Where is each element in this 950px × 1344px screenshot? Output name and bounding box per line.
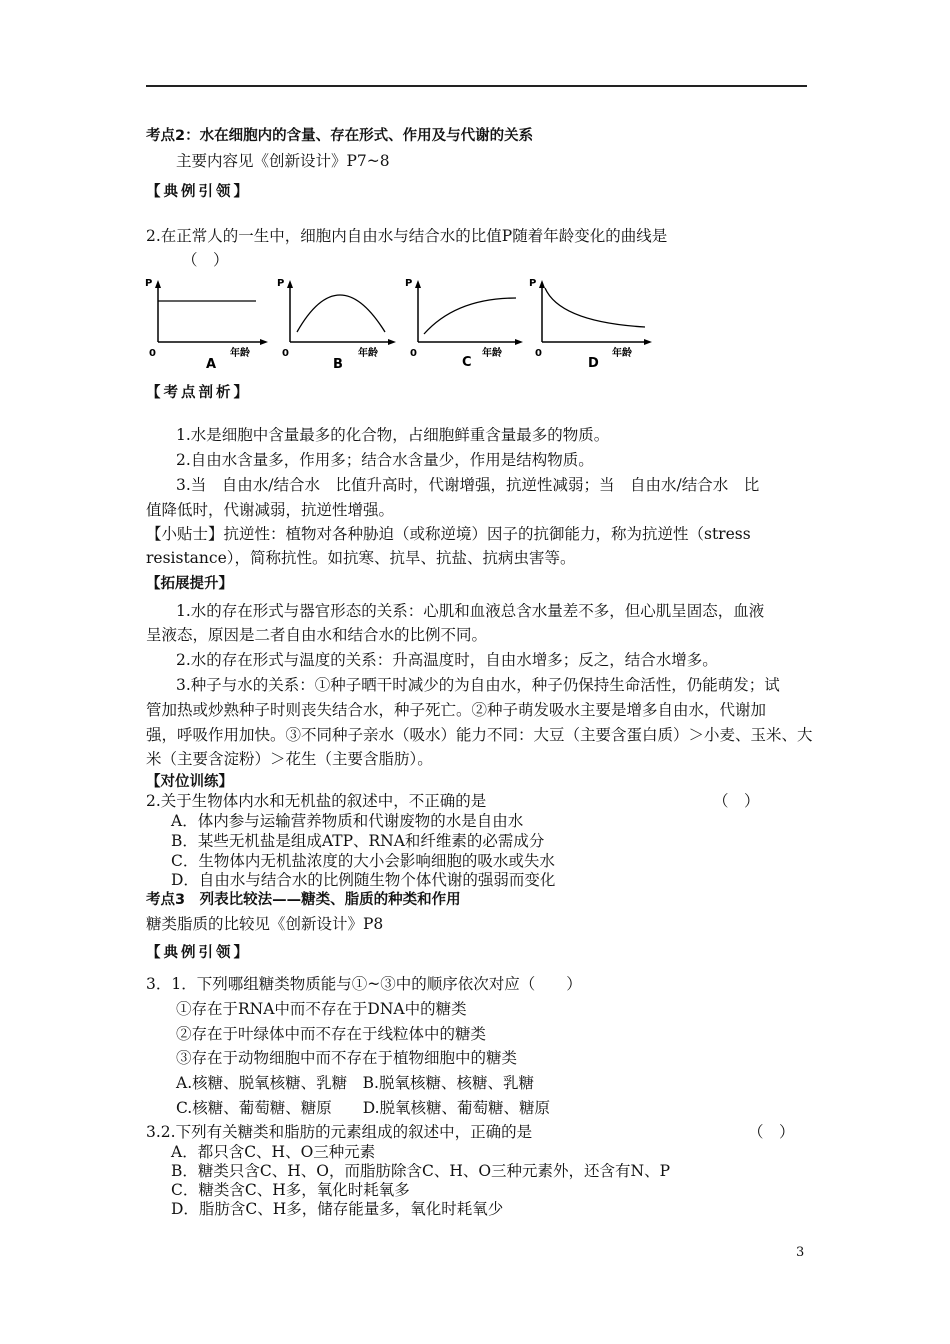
extend-point-3: 3.种子与水的关系：①种子晒干时减少的为自由水，种子仍保持生命活性，仍能萌发；试 xyxy=(176,676,780,694)
question-3-1-item-2: ②存在于叶绿体中而不存在于线粒体中的糖类 xyxy=(176,1025,487,1043)
extend-point-2: 2.水的存在形式与温度的关系：升高温度时，自由水增多；反之，结合水增多。 xyxy=(176,651,718,669)
header-rule xyxy=(146,85,807,87)
practice-option-a: A．体内参与运输营养物质和代谢废物的水是自由水 xyxy=(171,812,524,830)
graph-d xyxy=(529,278,652,371)
extend-point-1-cont: 呈液态，原因是二者自由水和结合水的比例不同。 xyxy=(146,626,488,644)
graph-c-option: C xyxy=(462,355,472,370)
page-number: 3 xyxy=(796,1245,805,1260)
heading-extend: 【拓展提升】 xyxy=(146,576,233,592)
graph-d-x-label: 年龄 xyxy=(612,348,632,359)
graph-a-option: A xyxy=(206,357,217,372)
graph-d-curve xyxy=(545,288,645,327)
graph-b-option: B xyxy=(333,357,343,372)
tip-text: 【小贴士】抗逆性：植物对各种胁迫（或称逆境）因子的抗御能力，称为抗逆性（stress xyxy=(146,525,751,543)
analysis-point-1: 1.水是细胞中含量最多的化合物，占细胞鲜重含量最多的物质。 xyxy=(176,426,610,444)
extend-point-3-cont-3: 米（主要含淀粉）＞花生（主要含脂肪）。 xyxy=(146,750,433,768)
practice-option-d: D．自由水与结合水的比例随生物个体代谢的强弱而变化 xyxy=(171,871,556,889)
practice-answer-paren: （ ） xyxy=(713,792,760,810)
section-title-kp3: 考点3 列表比较法——糖类、脂质的种类和作用 xyxy=(146,892,461,908)
graph-a-y-label: P xyxy=(145,278,153,289)
question-2-stem: 2.在正常人的一生中，细胞内自由水与结合水的比值P随着年龄变化的曲线是 xyxy=(146,227,668,245)
graph-c-y-label: P xyxy=(405,278,413,289)
question-3-2-option-d: D．脂肪含C、H多，储存能量多，氧化时耗氧少 xyxy=(171,1200,504,1218)
option-graphs xyxy=(140,270,660,375)
graph-d-y-label: P xyxy=(529,278,537,289)
graph-c xyxy=(405,278,523,370)
question-3-1-item-1: ①存在于RNA中而不存在于DNA中的糖类 xyxy=(176,1000,467,1018)
practice-option-b: B．某些无机盐是组成ATP、RNA和纤维素的必需成分 xyxy=(171,832,545,850)
kp2-reference: 主要内容见《创新设计》P7~8 xyxy=(176,152,390,170)
graph-b-origin: 0 xyxy=(282,348,289,359)
graph-a xyxy=(145,278,268,372)
heading-analysis: 【考点剖析】 xyxy=(146,385,251,401)
graph-d-origin: 0 xyxy=(535,348,542,359)
heading-typical-1: 【典例引领】 xyxy=(146,184,251,200)
graph-b-y-label: P xyxy=(277,278,285,289)
extend-point-3-cont-1: 管加热或炒熟种子时则丧失结合水，种子死亡。②种子萌发吸水主要是增多自由水，代谢加 xyxy=(146,701,767,719)
question-2-answer-paren: （ ） xyxy=(182,251,229,269)
kp3-reference: 糖类脂质的比较见《创新设计》P8 xyxy=(146,915,384,933)
question-3-1-options-row-2: C.核糖、葡萄糖、糖原 D.脱氧核糖、葡萄糖、糖原 xyxy=(176,1099,551,1117)
extend-point-1: 1.水的存在形式与器官形态的关系：心肌和血液总含水量差不多，但心肌呈固态，血液 xyxy=(176,602,765,620)
heading-typical-2: 【典例引领】 xyxy=(146,945,251,961)
analysis-point-3: 3.当 自由水/结合水 比值升高时，代谢增强，抗逆性减弱；当 自由水/结合水 比 xyxy=(176,476,760,494)
graph-b-x-label: 年龄 xyxy=(358,348,378,359)
question-3-1-item-3: ③存在于动物细胞中而不存在于植物细胞中的糖类 xyxy=(176,1049,518,1067)
graph-c-origin: 0 xyxy=(410,348,417,359)
graph-c-curve xyxy=(424,298,516,334)
question-3-2-stem: 3.2.下列有关糖类和脂肪的元素组成的叙述中，正确的是 xyxy=(146,1123,533,1141)
question-3-1-stem: 3．1．下列哪组糖类物质能与①~③中的顺序依次对应（ ） xyxy=(146,975,582,993)
question-3-2-answer-paren: （ ） xyxy=(748,1123,795,1141)
graph-c-x-label: 年龄 xyxy=(482,348,502,359)
practice-option-c: C．生物体内无机盐浓度的大小会影响细胞的吸水或失水 xyxy=(171,852,555,870)
question-3-2-option-b: B．糖类只含C、H、O，而脂肪除含C、H、O三种元素外，还含有N、P xyxy=(171,1162,671,1180)
section-title-kp2: 考点2：水在细胞内的含量、存在形式、作用及与代谢的关系 xyxy=(146,128,534,144)
analysis-point-3-cont: 值降低时，代谢减弱，抗逆性增强。 xyxy=(146,501,395,519)
tip-text-cont: resistance），简称抗性。如抗寒、抗旱、抗盐、抗病虫害等。 xyxy=(146,549,576,567)
question-3-1-options-row-1: A.核糖、脱氧核糖、乳糖 B.脱氧核糖、核糖、乳糖 xyxy=(176,1074,534,1092)
question-3-2-option-a: A．都只含C、H、O三种元素 xyxy=(171,1143,376,1161)
question-3-2-option-c: C．糖类含C、H多，氧化时耗氧多 xyxy=(171,1181,410,1199)
analysis-point-2: 2.自由水含量多，作用多；结合水含量少，作用是结构物质。 xyxy=(176,451,594,469)
extend-point-3-cont-2: 强，呼吸作用加快。③不同种子亲水（吸水）能力不同：大豆（主要含蛋白质）＞小麦、玉米、大 xyxy=(146,726,813,744)
practice-question-stem: 2.关于生物体内水和无机盐的叙述中，不正确的是 xyxy=(146,792,487,810)
heading-practice: 【对位训练】 xyxy=(146,774,233,790)
graph-a-origin: 0 xyxy=(149,348,156,359)
graph-b-curve xyxy=(297,295,385,332)
graph-d-option: D xyxy=(588,356,599,371)
graph-b xyxy=(277,278,396,372)
graph-a-x-label: 年龄 xyxy=(230,348,250,359)
